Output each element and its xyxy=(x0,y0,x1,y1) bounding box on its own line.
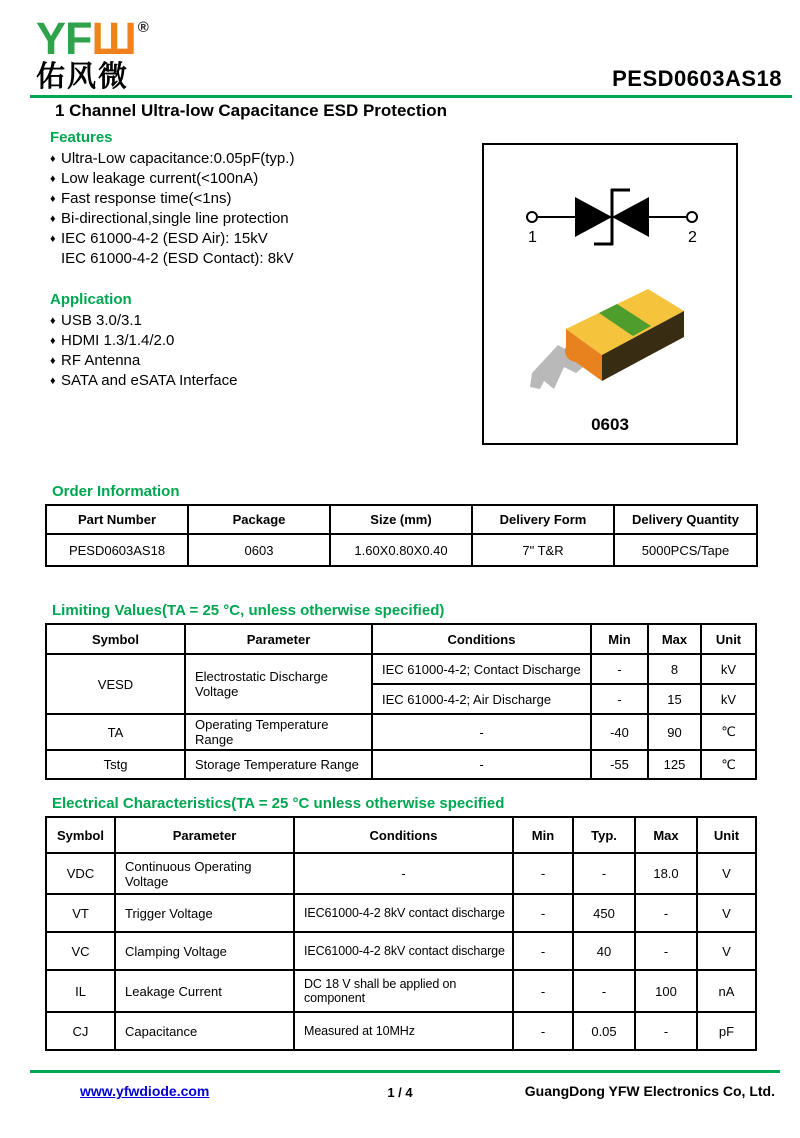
feature-text: Low leakage current(<100nA) xyxy=(61,170,259,187)
features-section xyxy=(50,129,470,269)
cell: kV xyxy=(701,684,756,714)
col-header: Min xyxy=(513,817,573,853)
cell: V xyxy=(697,894,756,932)
cell: 0.05 xyxy=(573,1012,635,1050)
diamond-bullet-icon: ♦ xyxy=(50,173,56,185)
cell: 40 xyxy=(573,932,635,970)
feature-text: Ultra-Low capacitance:0.05pF(typ.) xyxy=(61,150,295,167)
diamond-bullet-icon: ♦ xyxy=(50,233,56,245)
application-section xyxy=(50,291,470,391)
cell: V xyxy=(697,853,756,894)
cell: PESD0603AS18 xyxy=(46,534,188,566)
list-item xyxy=(50,209,470,229)
col-header: Size (mm) xyxy=(330,505,472,534)
col-header: Max xyxy=(648,624,701,654)
order-info-table xyxy=(45,504,758,567)
company-name: GuangDong YFW Electronics Co, Ltd. xyxy=(524,1083,775,1099)
features-heading: Features xyxy=(50,129,113,146)
package-3d-image xyxy=(514,275,710,415)
cell: 5000PCS/Tape xyxy=(614,534,757,566)
table-row xyxy=(46,1012,756,1050)
list-item xyxy=(50,189,470,209)
table-row xyxy=(46,750,756,779)
cell: IEC 61000-4-2; Air Discharge xyxy=(372,684,591,714)
cell: VDC xyxy=(46,853,115,894)
cell: Measured at 10MHz xyxy=(294,1012,513,1050)
cell: Leakage Current xyxy=(115,970,294,1012)
cell: - xyxy=(513,970,573,1012)
cell: - xyxy=(513,932,573,970)
list-item xyxy=(50,229,470,249)
cell: Trigger Voltage xyxy=(115,894,294,932)
table-row xyxy=(46,714,756,750)
table-row xyxy=(46,970,756,1012)
device-figure-box xyxy=(482,143,738,445)
col-header: Symbol xyxy=(46,624,185,654)
list-item xyxy=(50,371,470,391)
col-header: Package xyxy=(188,505,330,534)
diamond-bullet-icon: ♦ xyxy=(50,213,56,225)
list-item xyxy=(50,149,470,169)
cell: Tstg xyxy=(46,750,185,779)
cell: VESD xyxy=(46,654,185,714)
table-row xyxy=(46,894,756,932)
col-header: Delivery Form xyxy=(472,505,614,534)
diamond-bullet-icon: ♦ xyxy=(50,335,56,347)
cell: kV xyxy=(701,654,756,684)
cell: CJ xyxy=(46,1012,115,1050)
part-number: PESD0603AS18 xyxy=(612,66,782,91)
registered-trademark-icon: ® xyxy=(137,19,148,36)
cell: nA xyxy=(697,970,756,1012)
feature-text: IEC 61000-4-2 (ESD Air): 15kV xyxy=(61,230,268,247)
cell: - xyxy=(372,750,591,779)
diamond-bullet-icon: ♦ xyxy=(50,315,56,327)
list-item xyxy=(50,169,470,189)
cell: 1.60X0.80X0.40 xyxy=(330,534,472,566)
table-row xyxy=(46,534,757,566)
col-header: Unit xyxy=(697,817,756,853)
cell: IL xyxy=(46,970,115,1012)
feature-text: Fast response time(<1ns) xyxy=(61,190,232,207)
cell: V xyxy=(697,932,756,970)
cell: - xyxy=(635,894,697,932)
diamond-bullet-icon: ♦ xyxy=(50,375,56,387)
electrical-characteristics-heading: Electrical Characteristics(TA = 25 °C unless otherwise specified xyxy=(52,795,505,812)
tvs-diode-symbol-icon xyxy=(498,167,722,271)
cell: VT xyxy=(46,894,115,932)
cell: - xyxy=(573,970,635,1012)
company-logo xyxy=(36,4,148,93)
table-header-row xyxy=(46,624,756,654)
cell: pF xyxy=(697,1012,756,1050)
cell: 450 xyxy=(573,894,635,932)
cell: Storage Temperature Range xyxy=(185,750,372,779)
logo-wordmark xyxy=(36,4,148,63)
cell: - xyxy=(513,894,573,932)
col-header: Part Number xyxy=(46,505,188,534)
table-header-row xyxy=(46,817,756,853)
col-header: Unit xyxy=(701,624,756,654)
col-header: Parameter xyxy=(115,817,294,853)
list-item xyxy=(50,331,470,351)
cell: ℃ xyxy=(701,750,756,779)
feature-text: IEC 61000-4-2 (ESD Contact): 8kV xyxy=(61,250,294,267)
cell: IEC61000-4-2 8kV contact discharge xyxy=(294,894,513,932)
cell: TA xyxy=(46,714,185,750)
application-text: USB 3.0/3.1 xyxy=(61,312,142,329)
cell: 7" T&R xyxy=(472,534,614,566)
cell: 125 xyxy=(648,750,701,779)
logo-yf-text: YF xyxy=(36,13,92,64)
feature-text: Bi-directional,single line protection xyxy=(61,210,289,227)
cell: Clamping Voltage xyxy=(115,932,294,970)
cell: - xyxy=(635,932,697,970)
cell: ℃ xyxy=(701,714,756,750)
cell: - xyxy=(513,1012,573,1050)
footer-divider xyxy=(30,1070,780,1073)
col-header: Conditions xyxy=(372,624,591,654)
table-row xyxy=(46,654,756,684)
order-information-heading: Order Information xyxy=(52,483,180,500)
col-header: Delivery Quantity xyxy=(614,505,757,534)
cell: IEC 61000-4-2; Contact Discharge xyxy=(372,654,591,684)
cell: VC xyxy=(46,932,115,970)
cell: - xyxy=(635,1012,697,1050)
cell: 15 xyxy=(648,684,701,714)
diamond-bullet-icon: ♦ xyxy=(50,153,56,165)
cell: - xyxy=(294,853,513,894)
cell: 90 xyxy=(648,714,701,750)
col-header: Symbol xyxy=(46,817,115,853)
cell: IEC61000-4-2 8kV contact discharge xyxy=(294,932,513,970)
cell: Continuous Operating Voltage xyxy=(115,853,294,894)
col-header: Min xyxy=(591,624,648,654)
limiting-values-heading: Limiting Values(TA = 25 °C, unless otherwise specified) xyxy=(52,602,445,619)
list-item xyxy=(50,351,470,371)
cell: -40 xyxy=(591,714,648,750)
limiting-values-table xyxy=(45,623,757,780)
logo-w-glyph: Ш xyxy=(91,13,136,64)
cell: 8 xyxy=(648,654,701,684)
list-item xyxy=(50,311,470,331)
page-title: 1 Channel Ultra-low Capacitance ESD Protection xyxy=(55,101,448,120)
col-header: Max xyxy=(635,817,697,853)
logo-chinese-name: 佑风微 xyxy=(36,61,130,93)
list-item xyxy=(50,249,470,269)
cell: Capacitance xyxy=(115,1012,294,1050)
application-text: SATA and eSATA Interface xyxy=(61,372,238,389)
application-heading: Application xyxy=(50,291,132,308)
diamond-bullet-icon: ♦ xyxy=(50,355,56,367)
pin2-label: 2 xyxy=(688,229,697,246)
cell: - xyxy=(591,654,648,684)
cell: - xyxy=(513,853,573,894)
cell: Electrostatic Discharge Voltage xyxy=(185,654,372,714)
table-header-row xyxy=(46,505,757,534)
cell: Operating Temperature Range xyxy=(185,714,372,750)
cell: 100 xyxy=(635,970,697,1012)
col-header: Typ. xyxy=(573,817,635,853)
cell: - xyxy=(591,684,648,714)
cell: -55 xyxy=(591,750,648,779)
cell: - xyxy=(372,714,591,750)
cell: DC 18 V shall be applied on component xyxy=(294,970,513,1012)
table-row xyxy=(46,932,756,970)
table-row xyxy=(46,853,756,894)
package-size-label: 0603 xyxy=(591,415,629,434)
pin1-label: 1 xyxy=(528,229,537,246)
col-header: Parameter xyxy=(185,624,372,654)
application-text: RF Antenna xyxy=(61,352,141,369)
cell: - xyxy=(573,853,635,894)
cell: 18.0 xyxy=(635,853,697,894)
cell: 0603 xyxy=(188,534,330,566)
diamond-bullet-icon: ♦ xyxy=(50,193,56,205)
header-divider xyxy=(30,95,792,98)
website-link[interactable]: www.yfwdiode.com xyxy=(80,1083,210,1099)
col-header: Conditions xyxy=(294,817,513,853)
electrical-characteristics-table xyxy=(45,816,757,1051)
application-text: HDMI 1.3/1.4/2.0 xyxy=(61,332,175,349)
page-number: 1 / 4 xyxy=(387,1085,413,1100)
